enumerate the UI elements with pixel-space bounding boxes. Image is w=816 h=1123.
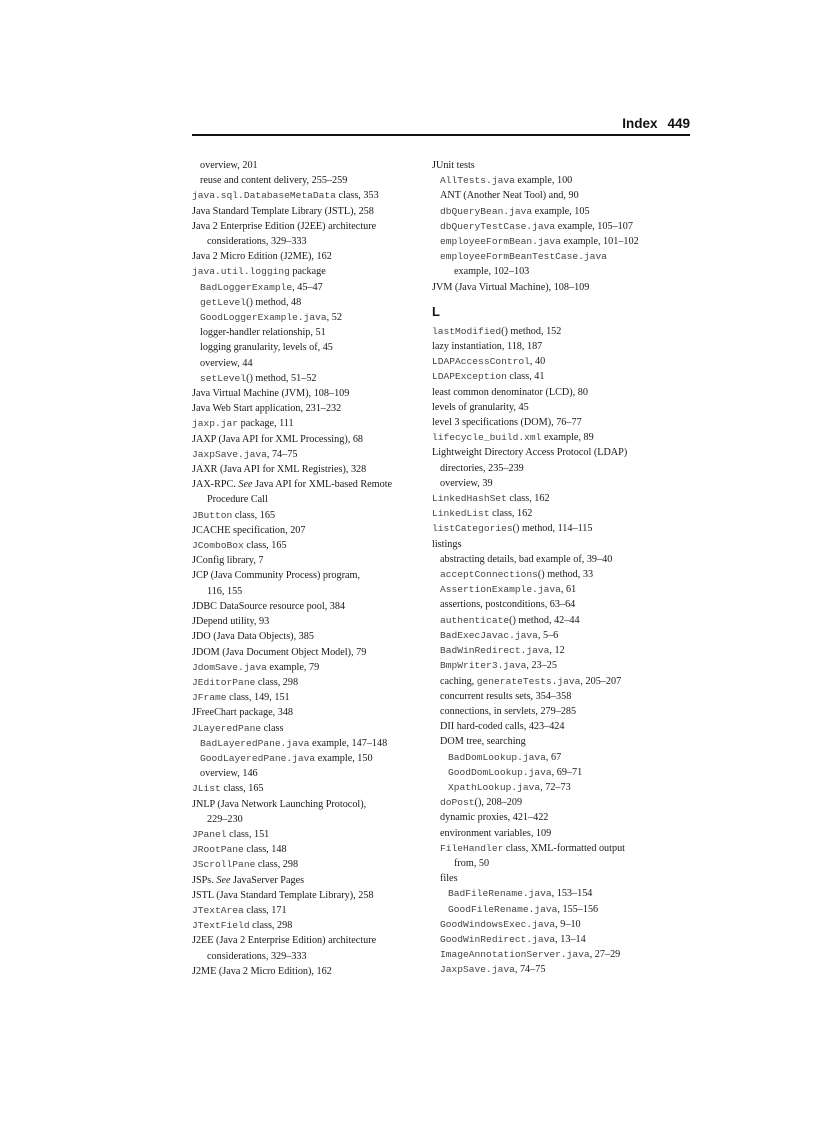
index-entry: BadWinRedirect.java, 12 [440,645,565,657]
index-entry: caching, generateTests.java, 205–207 [440,675,622,687]
index-entry: JDepend utility, 93 [192,616,270,628]
running-header [192,116,690,131]
index-entry: JaxpSave.java, 74–75 [440,964,546,976]
index-entry: JPanel class, 151 [192,828,270,840]
index-entry: java.util.logging package [192,266,326,278]
index-column-left [192,158,412,979]
index-entry: levels of granularity, 45 [432,401,529,413]
index-entry: dbQueryTestCase.java example, 105–107 [440,220,633,232]
index-entry: JTextField class, 298 [192,920,293,932]
index-entry: DII hard-coded calls, 423–424 [440,721,565,733]
index-entry: LinkedList class, 162 [432,508,533,520]
index-entry: overview, 146 [200,768,258,780]
index-entry: doPost(), 208–209 [440,797,523,809]
index-entry: BadLayeredPane.java example, 147–148 [200,737,388,749]
index-entry: JCP (Java Community Process) program, [192,570,360,582]
index-entry: ANT (Another Neat Tool) and, 90 [440,190,579,202]
index-entry: Java Standard Template Library (JSTL), 258 [192,205,374,217]
index-entry: LDAPAccessControl, 40 [432,356,546,368]
index-entry: concurrent results sets, 354–358 [440,690,572,702]
index-entry: LDAPException class, 41 [432,371,545,383]
index-entry: ImageAnnotationServer.java, 27–29 [440,949,621,961]
index-entry: BmpWriter3.java, 23–25 [440,660,557,672]
index-entry: GoodWinRedirect.java, 13–14 [440,933,586,945]
index-entry: JCACHE specification, 207 [192,524,306,536]
index-entry: setLevel() method, 51–52 [200,372,317,384]
index-entry: JSTL (Java Standard Template Library), 258 [192,889,374,901]
index-entry: JComboBox class, 165 [192,540,287,552]
index-entry: JRootPane class, 148 [192,844,287,856]
index-entry: BadLoggerExample, 45–47 [200,281,323,293]
index-entry-continuation: considerations, 329–333 [207,236,307,248]
index-entry: BadExecJavac.java, 5–6 [440,629,559,641]
index-entry: level 3 specifications (DOM), 76–77 [432,417,582,429]
index-entry-continuation: 116, 155 [207,585,243,597]
index-entry: GoodLayeredPane.java example, 150 [200,752,373,764]
index-entry: GoodWindowsExec.java, 9–10 [440,918,581,930]
index-entry: environment variables, 109 [440,827,552,839]
index-entry: reuse and content delivery, 255–259 [200,175,348,187]
index-entry-continuation: from, 50 [454,857,490,869]
index-entry: overview, 39 [440,477,493,489]
index-entry: lastModified() method, 152 [432,325,562,337]
index-entry: acceptConnections() method, 33 [440,569,594,581]
index-entry: lifecycle_build.xml example, 89 [432,432,594,444]
index-entry: JScrollPane class, 298 [192,859,299,871]
index-entry: DOM tree, searching [440,736,526,748]
index-entry: JLayeredPane class [192,722,284,734]
index-entry: JFreeChart package, 348 [192,707,293,719]
index-entry: overview, 44 [200,357,253,369]
index-entry: JDBC DataSource resource pool, 384 [192,600,346,612]
index-entry: JAX-RPC. See Java API for XML-based Remote [192,479,393,491]
index-entry: JaxpSave.java, 74–75 [192,448,298,460]
index-entry: Java Web Start application, 231–232 [192,403,342,415]
index-entry-continuation: 229–230 [207,813,243,825]
index-entry: files [440,873,458,885]
index-entry: JFrame class, 149, 151 [192,692,290,704]
index-entry: assertions, postconditions, 63–64 [440,599,576,611]
index-entry: JDOM (Java Document Object Model), 79 [192,646,367,658]
index-entry: JButton class, 165 [192,509,276,521]
index-entry: JDO (Java Data Objects), 385 [192,631,314,643]
index-entry: employeeFormBean.java example, 101–102 [440,236,639,248]
index-entry: Java Virtual Machine (JVM), 108–109 [192,388,350,400]
index-entry: GoodDomLookup.java, 69–71 [448,766,583,778]
index-column-right [432,158,672,978]
section-letter-l: L [432,303,440,319]
index-entry: connections, in servlets, 279–285 [440,705,577,717]
index-entry: AssertionExample.java, 61 [440,584,577,596]
index-entry: Java 2 Enterprise Edition (J2EE) architecture [192,220,377,232]
index-entry: dynamic proxies, 421–422 [440,812,549,824]
index-entry: JAXR (Java API for XML Registries), 328 [192,464,367,476]
index-entry: logger-handler relationship, 51 [200,327,326,339]
index-entry: abstracting details, bad example of, 39–40 [440,553,613,565]
index-entry: JSPs. See JavaServer Pages [192,874,305,886]
index-entry: JdomSave.java example, 79 [192,661,320,673]
index-entry: Lightweight Directory Access Protocol (LDAP) [432,447,628,459]
page-number: 449 [667,116,690,131]
index-entry: JList class, 165 [192,783,264,795]
index-entry: java.sql.DatabaseMetaData class, 353 [192,190,379,202]
index-entry: BadFileRename.java, 153–154 [448,888,593,900]
index-entry: jaxp.jar package, 111 [192,418,294,430]
index-entry: getLevel() method, 48 [200,296,302,308]
index-entry: overview, 201 [200,160,258,171]
index-entry: JAXP (Java API for XML Processing), 68 [192,433,364,445]
index-entry-continuation: example, 102–103 [454,266,530,278]
index-entry: logging granularity, levels of, 45 [200,342,333,354]
index-entry: least common denominator (LCD), 80 [432,386,588,398]
header-rule [192,134,690,136]
index-entry-continuation: considerations, 329–333 [207,950,307,962]
index-entry: authenticate() method, 42–44 [440,614,580,626]
index-entry: Java 2 Micro Edition (J2ME), 162 [192,251,332,263]
index-entry: JVM (Java Virtual Machine), 108–109 [432,281,590,293]
index-entry: JConfig library, 7 [192,555,264,567]
index-entry: lazy instantiation, 118, 187 [432,341,543,353]
index-entry: J2EE (Java 2 Enterprise Edition) architecture [192,935,377,947]
index-entry: listCategories() method, 114–115 [432,523,593,535]
index-entry: listings [432,538,462,550]
index-entry: JNLP (Java Network Launching Protocol), [192,798,367,810]
index-entry: BadDomLookup.java, 67 [448,751,562,763]
index-entry: GoodLoggerExample.java, 52 [200,312,342,324]
index-entry: AllTests.java example, 100 [440,175,573,187]
index-entry: directories, 235–239 [440,462,524,474]
index-entry: JUnit tests [432,160,475,171]
index-entry-continuation: Procedure Call [207,494,268,506]
index-entry: JTextArea class, 171 [192,904,287,916]
index-entry: GoodFileRename.java, 155–156 [448,903,599,915]
index-entry: LinkedHashSet class, 162 [432,493,550,505]
index-entry: FileHandler class, XML-formatted output [440,842,626,854]
index-entry: employeeFormBeanTestCase.java [440,251,607,263]
index-entry: JEditorPane class, 298 [192,676,299,688]
index-entry: J2ME (Java 2 Micro Edition), 162 [192,965,332,977]
header-title: Index [622,116,658,131]
index-entry: dbQueryBean.java example, 105 [440,205,590,217]
index-entry: XpathLookup.java, 72–73 [448,781,571,793]
